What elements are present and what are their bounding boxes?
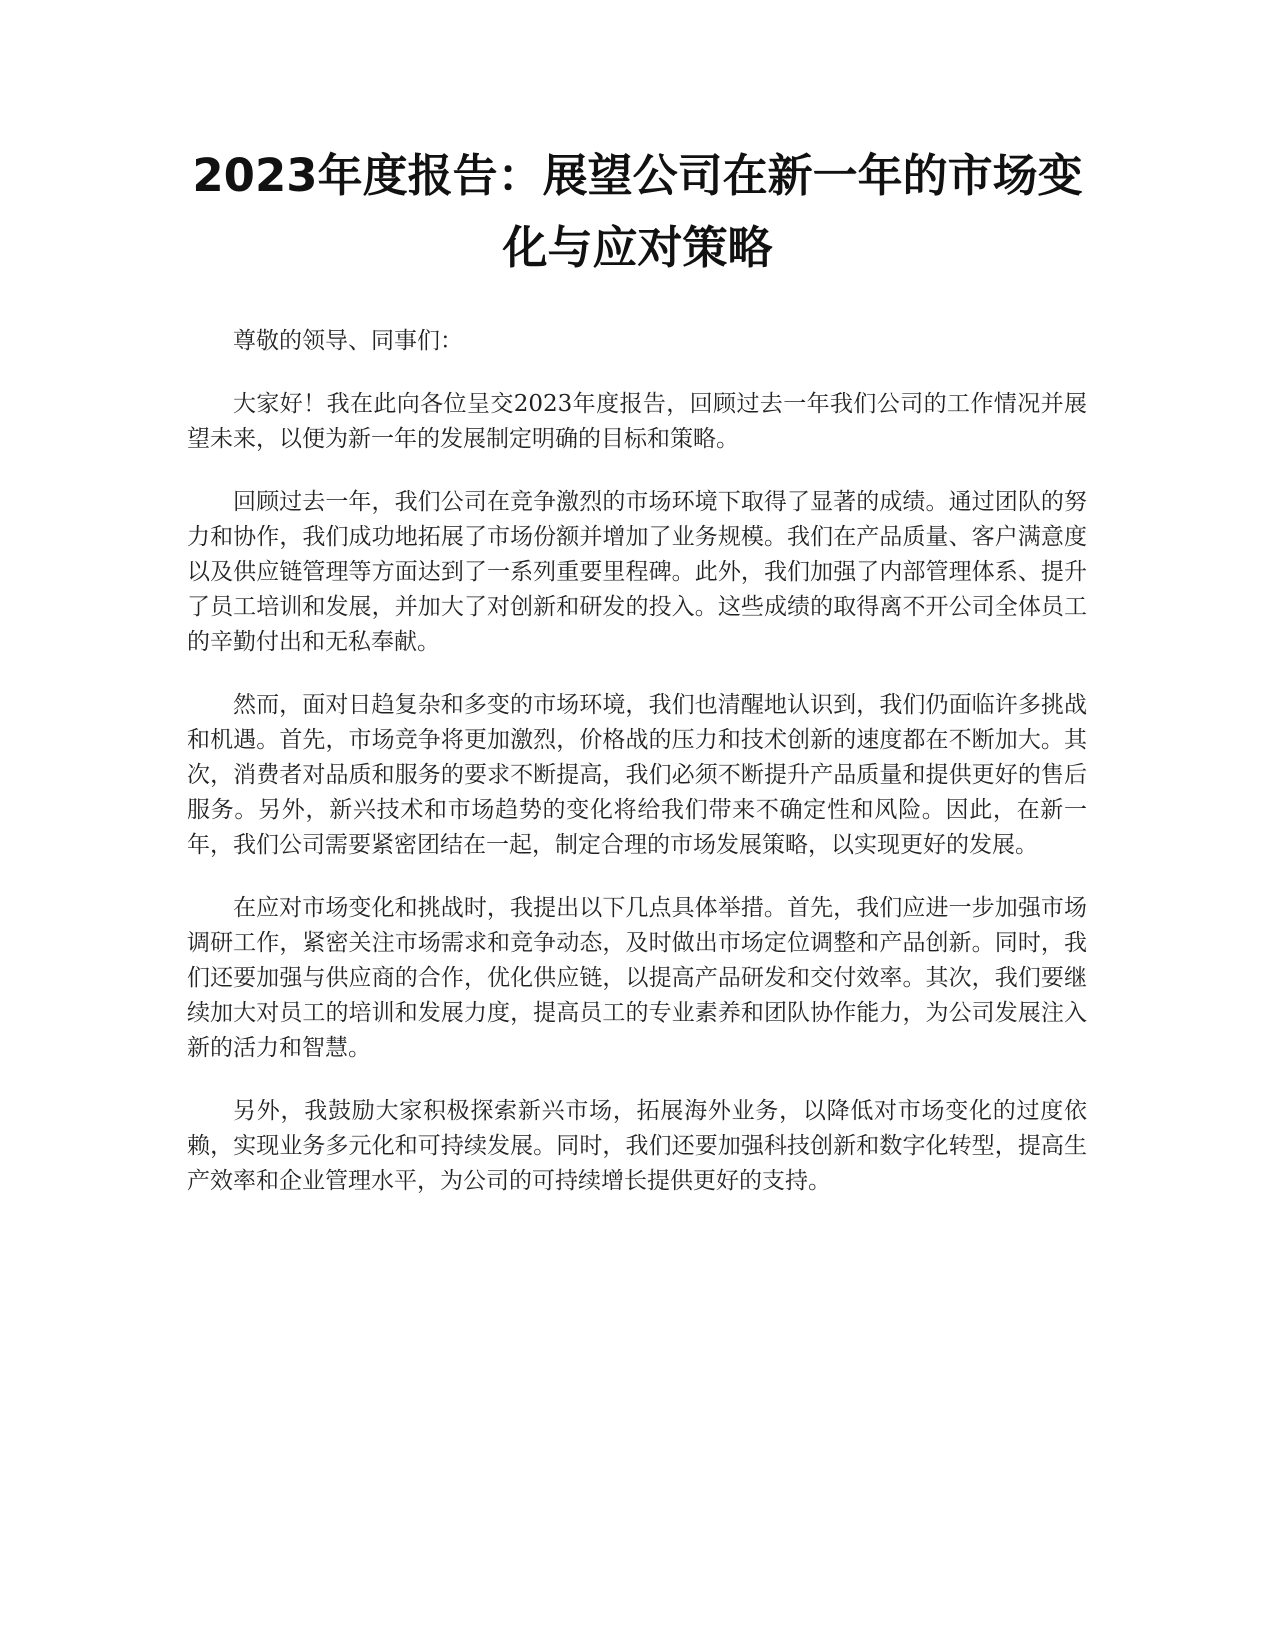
paragraph-review: 回顾过去一年，我们公司在竞争激烈的市场环境下取得了显著的成绩。通过团队的努力和协作，我们成功地拓展了市场份额并增加了业务规模。我们在产品质量、客户满意度以及供应链管理等方面达到了一系列重要里程碑。此外，我们加强了内部管理体系、提升了员工培训和发展，并加大了对创新和研发的投入。这些成绩的取得离不开公司全体员工的辛勤付出和无私奉献。 <box>187 489 1087 655</box>
document-body <box>187 324 1087 1227</box>
salutation: 尊敬的领导、同事们： <box>233 328 463 354</box>
paragraph-challenges: 然而，面对日趋复杂和多变的市场环境，我们也清醒地认识到，我们仍面临许多挑战和机遇。首先，市场竞争将更加激烈，价格战的压力和技术创新的速度都在不断加大。其次，消费者对品质和服务的要求不断提高，我们必须不断提升产品质量和提供更好的售后服务。另外，新兴技术和市场趋势的变化将给我们带来不确定性和风险。因此，在新一年，我们公司需要紧密团结在一起，制定合理的市场发展策略，以实现更好的发展。 <box>187 692 1087 858</box>
paragraph-intro: 大家好！我在此向各位呈交2023年度报告，回顾过去一年我们公司的工作情况并展望未来，以便为新一年的发展制定明确的目标和策略。 <box>187 391 1087 452</box>
paragraph-expansion: 另外，我鼓励大家积极探索新兴市场，拓展海外业务，以降低对市场变化的过度依赖，实现业务多元化和可持续发展。同时，我们还要加强科技创新和数字化转型，提高生产效率和企业管理水平，为公司的可持续增长提供更好的支持。 <box>187 1098 1087 1194</box>
paragraph-measures: 在应对市场变化和挑战时，我提出以下几点具体举措。首先，我们应进一步加强市场调研工作，紧密关注市场需求和竞争动态，及时做出市场定位调整和产品创新。同时，我们还要加强与供应商的合作，优化供应链，以提高产品研发和交付效率。其次，我们要继续加大对员工的培训和发展力度，提高员工的专业素养和团队协作能力，为公司发展注入新的活力和智慧。 <box>187 895 1087 1061</box>
document-title: 2023年度报告：展望公司在新一年的市场变化与应对策略 <box>192 149 1083 274</box>
